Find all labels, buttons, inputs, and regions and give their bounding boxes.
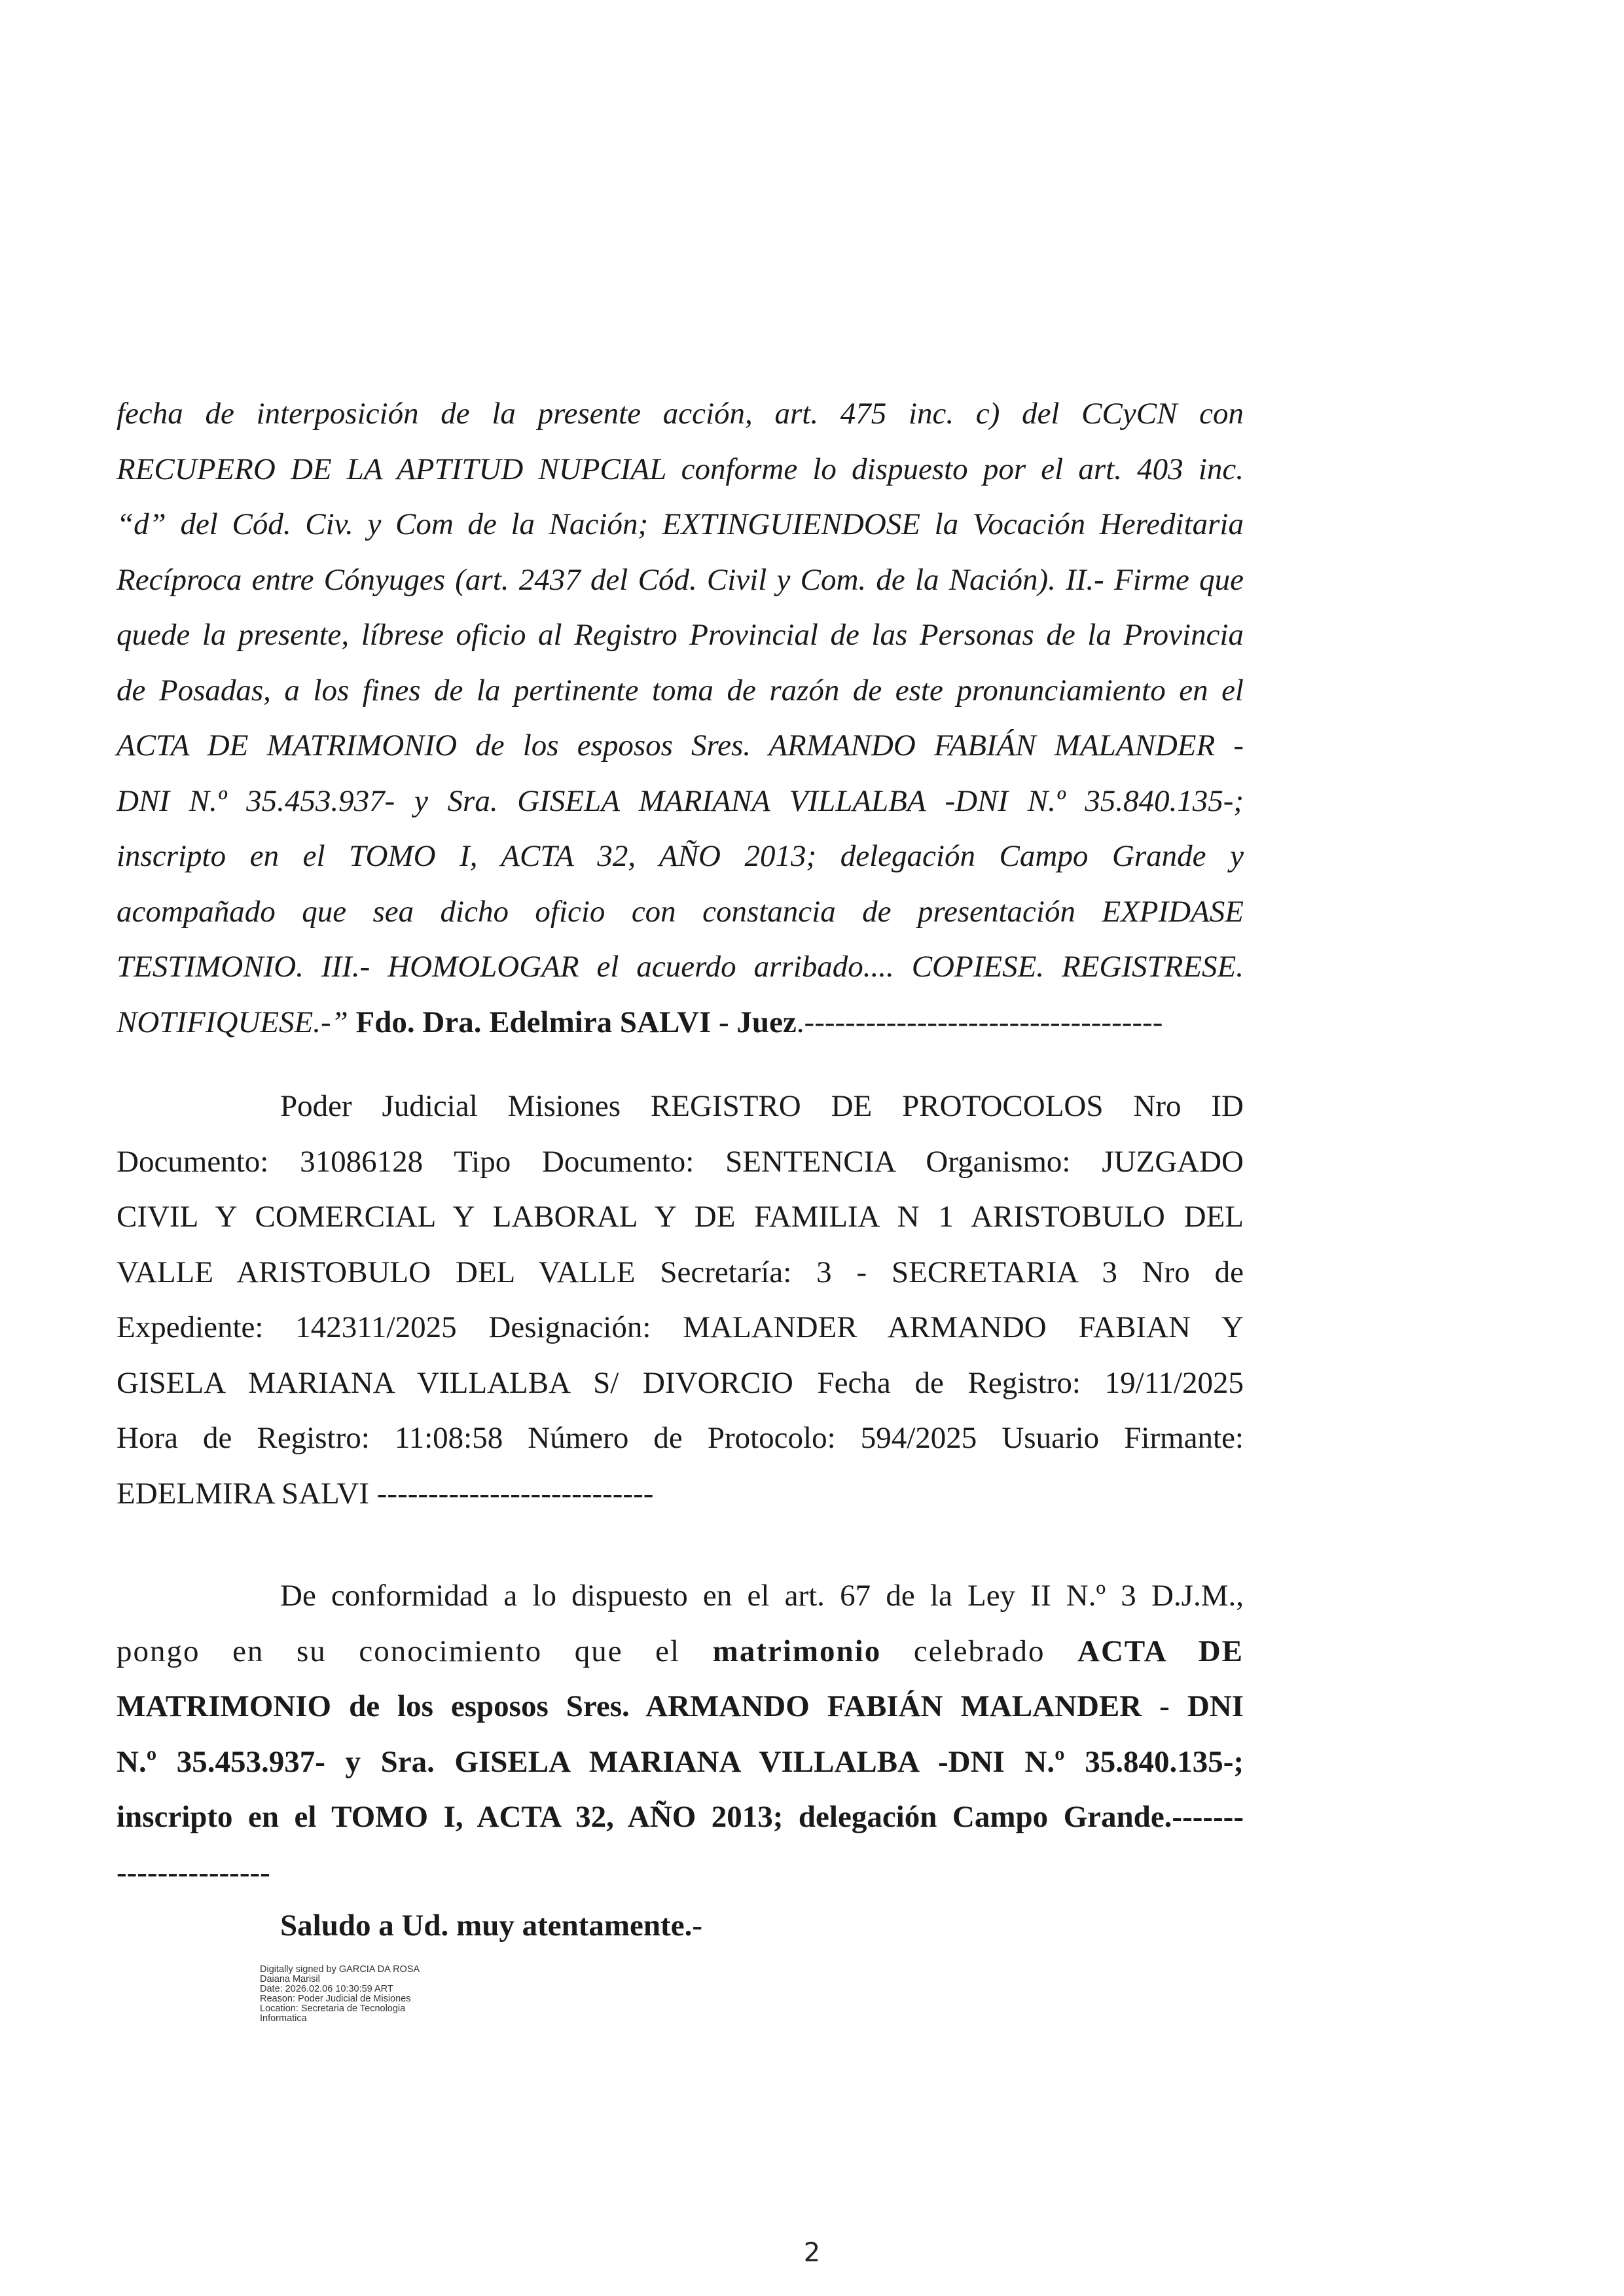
resolution-line: “d” del Cód. Civ. y Com de la Nación; EXTINGUIENDOSE la Vocación Hereditaria — [117, 507, 1244, 541]
signature-line: Daiana Marisil — [260, 1974, 320, 1984]
protocol-registry-paragraph — [117, 1079, 1244, 1521]
registry-line: CIVIL Y COMERCIAL Y LABORAL Y DE FAMILIA N 1 ARISTOBULO DEL — [117, 1200, 1244, 1234]
resolution-line: Recíproca entre Cónyuges (art. 2437 del Cód. Civil y Com. de la Nación). II.- Firme que — [117, 562, 1244, 597]
registry-line: Documento: 31086128 Tipo Documento: SENTENCIA Organismo: JUZGADO — [117, 1144, 1244, 1179]
notification-paragraph — [117, 1568, 1244, 1900]
judge-signature: Fdo. Dra. Edelmira SALVI - Juez — [348, 1005, 797, 1039]
resolution-line: quede la presente, líbrese oficio al Registro Provincial de las Personas de la Provincia — [117, 618, 1244, 652]
registry-line: Expediente: 142311/2025 Designación: MALANDER ARMANDO FABIAN Y — [117, 1310, 1244, 1344]
registry-line: Poder Judicial Misiones REGISTRO DE PROTOCOLOS Nro ID — [280, 1089, 1244, 1123]
notification-bold-line: N.º 35.453.937- y Sra. GISELA MARIANA VILLALBA -DNI N.º 35.840.135-; — [117, 1744, 1244, 1779]
notification-text: pongo en su conocimiento que el — [117, 1634, 713, 1668]
resolution-signature-line — [117, 995, 1244, 1050]
closing-salutation: Saludo a Ud. muy atentamente.- — [280, 1909, 702, 1943]
page-number: 2 — [803, 2238, 821, 2268]
signature-line: Reason: Poder Judicial de Misiones — [260, 1994, 411, 2004]
notification-line: De conformidad a lo dispuesto en el art. 67 de la Ley II N.º 3 D.J.M., — [280, 1579, 1244, 1613]
resolution-line: ACTA DE MATRIMONIO de los esposos Sres. ARMANDO FABIÁN MALANDER - — [117, 728, 1244, 762]
resolution-line: fecha de interposición de la presente acción, art. 475 inc. c) del CCyCN con — [117, 397, 1244, 431]
resolution-line: RECUPERO DE LA APTITUD NUPCIAL conforme lo dispuesto por el art. 403 inc. — [117, 452, 1244, 486]
resolution-line: acompañado que sea dicho oficio con constancia de presentación EXPIDASE — [117, 894, 1244, 929]
registry-line: EDELMIRA SALVI --------------------------- — [117, 1476, 654, 1511]
signature-line: Date: 2026.02.06 10:30:59 ART — [260, 1984, 393, 1994]
notification-line — [117, 1624, 1244, 1679]
resolution-paragraph — [117, 386, 1244, 1050]
signature-line: Informatica — [260, 2013, 307, 2024]
dash-filler: .----------------------------------- — [796, 1005, 1163, 1039]
registry-line: VALLE ARISTOBULO DEL VALLE Secretaría: 3 - SECRETARIA 3 Nro de — [117, 1255, 1244, 1289]
resolution-line: inscripto en el TOMO I, ACTA 32, AÑO 2013; delegación Campo Grande y — [117, 839, 1244, 873]
notification-bold-line: inscripto en el TOMO I, ACTA 32, AÑO 2013; delegación Campo Grande.------- — [117, 1800, 1244, 1834]
signature-line: Location: Secretaria de Tecnologia — [260, 2003, 406, 2014]
resolution-line: DNI N.º 35.453.937- y Sra. GISELA MARIANA VILLALBA -DNI N.º 35.840.135-; — [117, 783, 1244, 818]
resolution-line: TESTIMONIO. III.- HOMOLOGAR el acuerdo arribado.... COPIESE. REGISTRESE. — [117, 950, 1244, 984]
registry-line: Hora de Registro: 11:08:58 Número de Protocolo: 594/2025 Usuario Firmante: — [117, 1421, 1244, 1455]
notification-bold-line: MATRIMONIO de los esposos Sres. ARMANDO FABIÁN MALANDER - DNI — [117, 1689, 1244, 1723]
matrimonio-text: matrimonio — [712, 1634, 882, 1668]
notification-text: celebrado — [881, 1634, 1078, 1668]
resolution-line: de Posadas, a los fines de la pertinente toma de razón de este pronunciamiento en el — [117, 673, 1244, 708]
registry-line: GISELA MARIANA VILLALBA S/ DIVORCIO Fecha de Registro: 19/11/2025 — [117, 1365, 1244, 1400]
dash-filler: --------------- — [117, 1855, 270, 1890]
signature-line: Digitally signed by GARCIA DA ROSA — [260, 1964, 420, 1975]
notifiquese-text: NOTIFIQUESE.-” — [117, 1005, 348, 1039]
digital-signature-stamp — [260, 1965, 420, 2024]
acta-text: ACTA DE — [1077, 1634, 1244, 1668]
